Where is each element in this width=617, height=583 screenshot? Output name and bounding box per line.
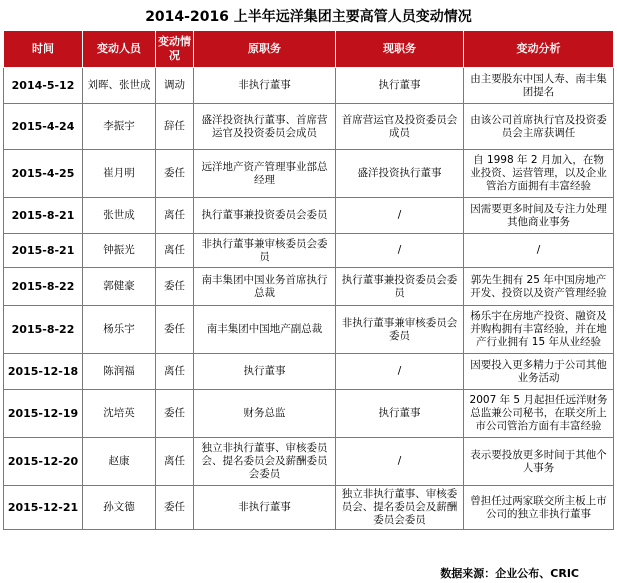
cell-original-role: 独立非执行董事、审核委员会、提名委员会及薪酬委员会委员 bbox=[194, 438, 336, 486]
cell-person: 郭健豪 bbox=[83, 268, 156, 306]
table-row bbox=[4, 268, 614, 306]
cell-change: 离任 bbox=[156, 438, 194, 486]
cell-person: 陈润福 bbox=[83, 354, 156, 390]
table-row bbox=[4, 234, 614, 268]
cell-analysis: 因要投入更多精力于公司其他业务活动 bbox=[464, 354, 614, 390]
executive-changes-table bbox=[3, 30, 614, 530]
cell-current-role: / bbox=[336, 198, 464, 234]
cell-change: 离任 bbox=[156, 354, 194, 390]
cell-current-role: 执行董事 bbox=[336, 390, 464, 438]
cell-date: 2015-8-22 bbox=[4, 268, 83, 306]
cell-analysis: 表示要投放更多时间于其他个人事务 bbox=[464, 438, 614, 486]
cell-analysis: 杨乐宇在房地产投资、融资及并购构拥有丰富经验，并在地产行业拥有 15 年从业经验 bbox=[464, 306, 614, 354]
cell-person: 孙文德 bbox=[83, 486, 156, 530]
cell-date: 2015-8-21 bbox=[4, 234, 83, 268]
cell-change: 离任 bbox=[156, 198, 194, 234]
cell-change: 调动 bbox=[156, 68, 194, 104]
cell-analysis: 由该公司首席执行官及投资委员会主席获调任 bbox=[464, 104, 614, 150]
cell-original-role: 非执行董事 bbox=[194, 486, 336, 530]
header-change: 变动情况 bbox=[156, 31, 194, 68]
cell-change: 委任 bbox=[156, 486, 194, 530]
cell-date: 2015-12-21 bbox=[4, 486, 83, 530]
table-title: 2014-2016 上半年远洋集团主要高管人员变动情况 bbox=[145, 9, 472, 25]
cell-date: 2015-4-24 bbox=[4, 104, 83, 150]
cell-current-role: / bbox=[336, 234, 464, 268]
cell-date: 2015-12-20 bbox=[4, 438, 83, 486]
cell-current-role: 独立非执行董事、审核委员会、提名委员会及薪酬委员会委员 bbox=[336, 486, 464, 530]
cell-original-role: 非执行董事 bbox=[194, 68, 336, 104]
cell-date: 2015-8-22 bbox=[4, 306, 83, 354]
cell-person: 赵康 bbox=[83, 438, 156, 486]
cell-current-role: 执行董事兼投资委员会委员 bbox=[336, 268, 464, 306]
cell-analysis: 2007 年 5 月起担任远洋财务总监兼公司秘书，在联交所上市公司管治方面有丰富经验 bbox=[464, 390, 614, 438]
cell-original-role: 盛洋投资执行董事、首席营运官及投资委员会成员 bbox=[194, 104, 336, 150]
cell-current-role: 盛洋投资执行董事 bbox=[336, 150, 464, 198]
cell-current-role: / bbox=[336, 354, 464, 390]
header-row bbox=[4, 31, 614, 68]
header-person: 变动人员 bbox=[83, 31, 156, 68]
cell-original-role: 南丰集团中国地产副总裁 bbox=[194, 306, 336, 354]
cell-original-role: 财务总监 bbox=[194, 390, 336, 438]
table-row bbox=[4, 306, 614, 354]
cell-change: 委任 bbox=[156, 390, 194, 438]
header-current-role: 现职务 bbox=[336, 31, 464, 68]
cell-date: 2015-12-19 bbox=[4, 390, 83, 438]
cell-change: 离任 bbox=[156, 234, 194, 268]
cell-current-role: 首席营运官及投资委员会成员 bbox=[336, 104, 464, 150]
table-row bbox=[4, 150, 614, 198]
cell-original-role: 执行董事兼投资委员会委员 bbox=[194, 198, 336, 234]
cell-analysis: / bbox=[464, 234, 614, 268]
table-row bbox=[4, 68, 614, 104]
cell-original-role: 南丰集团中国业务首席执行总裁 bbox=[194, 268, 336, 306]
header-date: 时间 bbox=[4, 31, 83, 68]
cell-analysis: 由主要股东中国人寿、南丰集团提名 bbox=[464, 68, 614, 104]
cell-date: 2014-5-12 bbox=[4, 68, 83, 104]
cell-person: 张世成 bbox=[83, 198, 156, 234]
cell-current-role: 非执行董事兼审核委员会委员 bbox=[336, 306, 464, 354]
cell-current-role: 执行董事 bbox=[336, 68, 464, 104]
cell-change: 委任 bbox=[156, 150, 194, 198]
data-source-note: 数据来源：企业公布、CRIC bbox=[440, 567, 579, 580]
table-row bbox=[4, 104, 614, 150]
table-row bbox=[4, 198, 614, 234]
cell-date: 2015-8-21 bbox=[4, 198, 83, 234]
table-row bbox=[4, 390, 614, 438]
cell-change: 辞任 bbox=[156, 104, 194, 150]
cell-person: 崔月明 bbox=[83, 150, 156, 198]
cell-date: 2015-4-25 bbox=[4, 150, 83, 198]
cell-analysis: 自 1998 年 2 月加入，在物业投资、运营管理，以及企业管治方面拥有丰富经验 bbox=[464, 150, 614, 198]
cell-current-role: / bbox=[336, 438, 464, 486]
cell-original-role: 远洋地产资产管理事业部总经理 bbox=[194, 150, 336, 198]
cell-person: 杨乐宇 bbox=[83, 306, 156, 354]
cell-analysis: 郭先生拥有 25 年中国房地产开发、投资以及资产管理经验 bbox=[464, 268, 614, 306]
cell-person: 钟振光 bbox=[83, 234, 156, 268]
cell-change: 委任 bbox=[156, 268, 194, 306]
cell-analysis: 因需要更多时间及专注力处理其他商业事务 bbox=[464, 198, 614, 234]
cell-person: 沈培英 bbox=[83, 390, 156, 438]
cell-change: 委任 bbox=[156, 306, 194, 354]
table-row bbox=[4, 486, 614, 530]
cell-person: 刘晖、张世成 bbox=[83, 68, 156, 104]
cell-person: 李振宇 bbox=[83, 104, 156, 150]
header-original-role: 原职务 bbox=[194, 31, 336, 68]
cell-original-role: 执行董事 bbox=[194, 354, 336, 390]
cell-date: 2015-12-18 bbox=[4, 354, 83, 390]
table-row bbox=[4, 438, 614, 486]
header-analysis: 变动分析 bbox=[464, 31, 614, 68]
cell-analysis: 曾担任过两家联交所主板上市公司的独立非执行董事 bbox=[464, 486, 614, 530]
table-row bbox=[4, 354, 614, 390]
cell-original-role: 非执行董事兼审核委员会委员 bbox=[194, 234, 336, 268]
